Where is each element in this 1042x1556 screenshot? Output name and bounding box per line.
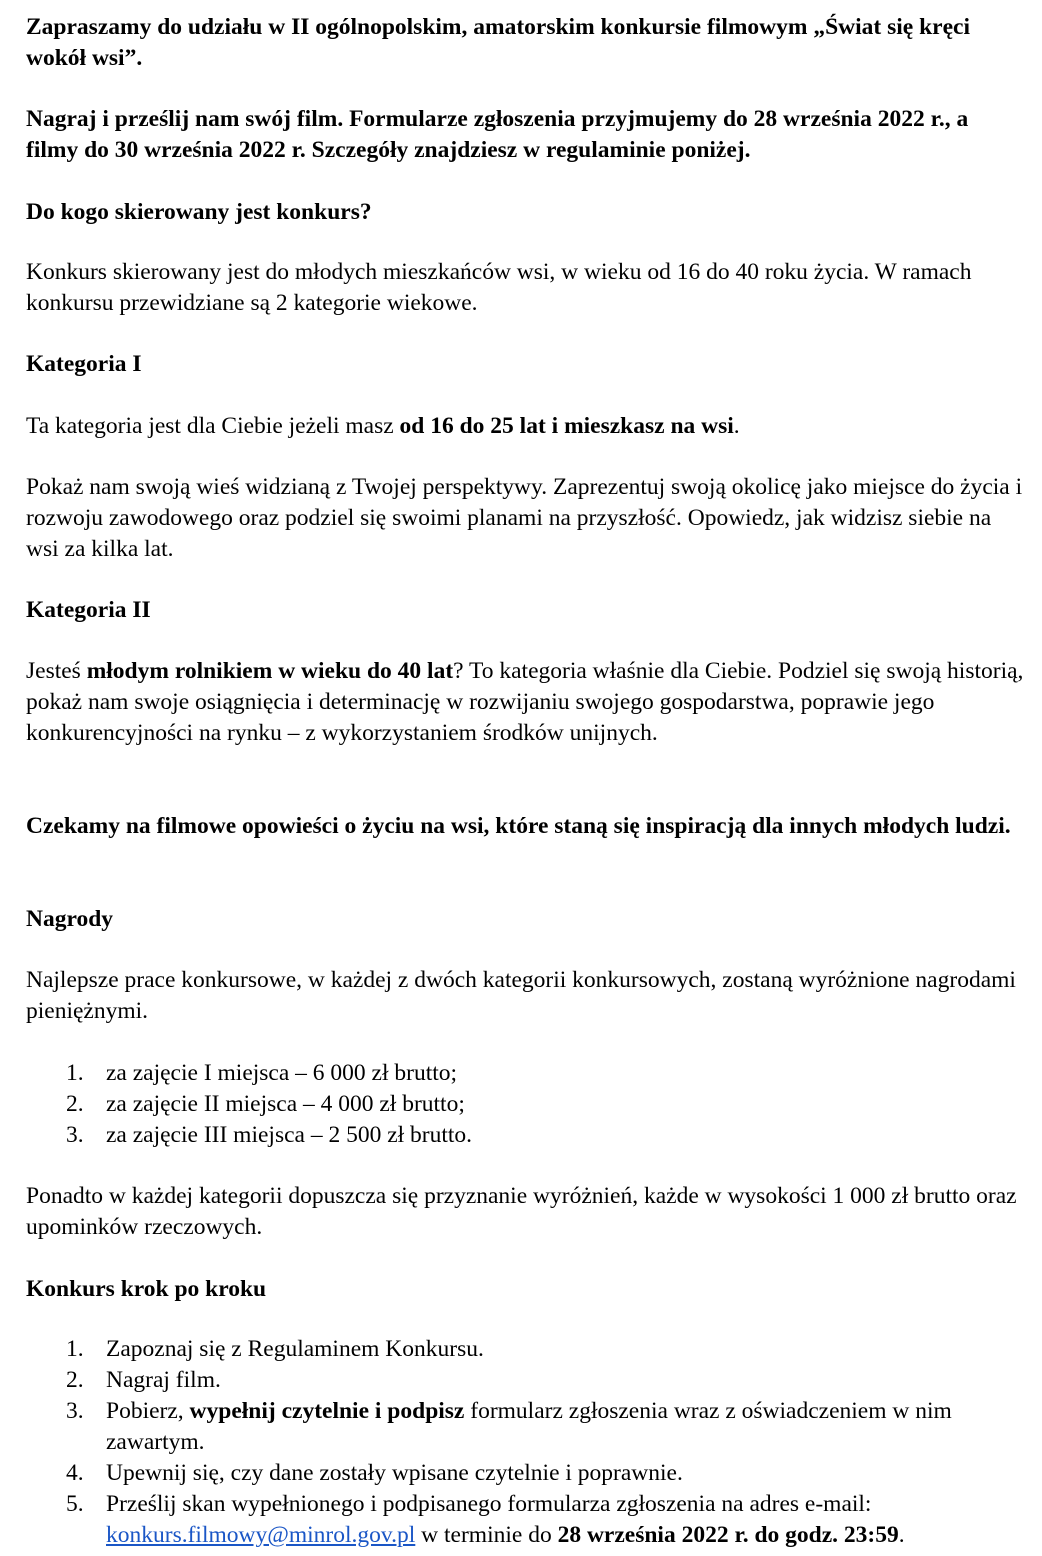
category-1-heading: Kategoria I xyxy=(26,351,142,377)
list-item: 1. Zapoznaj się z Regulaminem Konkursu. xyxy=(66,1336,484,1362)
prizes-extra: Ponadto w każdej kategorii dopuszcza się przyznanie wyróżnień, każde w wysokości 1 000 zł brutto oraz upominków rzeczowych. xyxy=(26,1183,1017,1240)
email-link[interactable]: konkurs.filmowy@minrol.gov.pl xyxy=(106,1522,416,1548)
prizes-heading: Nagrody xyxy=(26,906,114,932)
category-1-paragraph-2: Pokaż nam swoją wieś widzianą z Twojej perspektywy. Zaprezentuj swoją okolicę jako miejsce do życia i rozwoju zawodowego oraz podziel się swoimi planami na przyszłość. Opowiedz, jak widzisz siebie na wsi za kilka lat. xyxy=(26,474,1023,562)
steps-list xyxy=(26,1334,1026,1551)
category-1-paragraph-1: Ta kategoria jest dla Ciebie jeżeli masz od 16 do 25 lat i mieszkasz na wsi. xyxy=(26,413,740,439)
prizes-intro: Najlepsze prace konkursowe, w każdej z dwóch kategorii konkursowych, zostaną wyróżnione nagrodami pieniężnymi. xyxy=(26,967,1016,1024)
prizes-list xyxy=(26,1058,1026,1151)
list-item: 2. za zajęcie II miejsca – 4 000 zł brutto; xyxy=(66,1091,465,1117)
list-item: 5. Prześlij skan wypełnionego i podpisanego formularza zgłoszenia na adres e-mail: konkurs.filmowy@minrol.gov.pl w terminie do 28 września 2022 r. do godz. 23:59. xyxy=(66,1491,905,1548)
category-2-paragraph: Jesteś młodym rolnikiem w wieku do 40 lat? To kategoria właśnie dla Ciebie. Podziel się swoją historią, pokaż nam swoje osiągnięcia i determinację w rozwijaniu swojego gospodarstwa, poprawie jego konkurencyjności na rynku – z wykorzystaniem środków unijnych. xyxy=(26,658,1024,746)
list-item: 4. Upewnij się, czy dane zostały wpisane czytelnie i poprawnie. xyxy=(66,1460,683,1486)
category-2-heading: Kategoria II xyxy=(26,597,151,623)
list-item: 3. Pobierz, wypełnij czytelnie i podpisz formularz zgłoszenia wraz z oświadczeniem w nim zawartym. xyxy=(66,1398,952,1455)
list-item: 1. za zajęcie I miejsca – 6 000 zł brutto; xyxy=(66,1060,458,1086)
deadline-paragraph: Nagraj i prześlij nam swój film. Formularze zgłoszenia przyjmujemy do 28 września 2022 r., a filmy do 30 września 2022 r. Szczegóły znajdziesz w regulaminie poniżej. xyxy=(26,106,969,163)
closing-paragraph: Czekamy na filmowe opowieści o życiu na wsi, które staną się inspiracją dla innych młodych ludzi. xyxy=(26,813,1011,839)
list-item: 2. Nagraj film. xyxy=(66,1367,221,1393)
steps-heading: Konkurs krok po kroku xyxy=(26,1276,267,1302)
list-item: 3. za zajęcie III miejsca – 2 500 zł brutto. xyxy=(66,1122,473,1148)
intro-paragraph: Zapraszamy do udziału w II ogólnopolskim, amatorskim konkursie filmowym „Świat się kręci wokół wsi”. xyxy=(26,14,970,71)
target-heading: Do kogo skierowany jest konkurs? xyxy=(26,199,372,225)
target-paragraph: Konkurs skierowany jest do młodych mieszkańców wsi, w wieku od 16 do 40 roku życia. W ramach konkursu przewidziane są 2 kategorie wiekowe. xyxy=(26,259,972,316)
